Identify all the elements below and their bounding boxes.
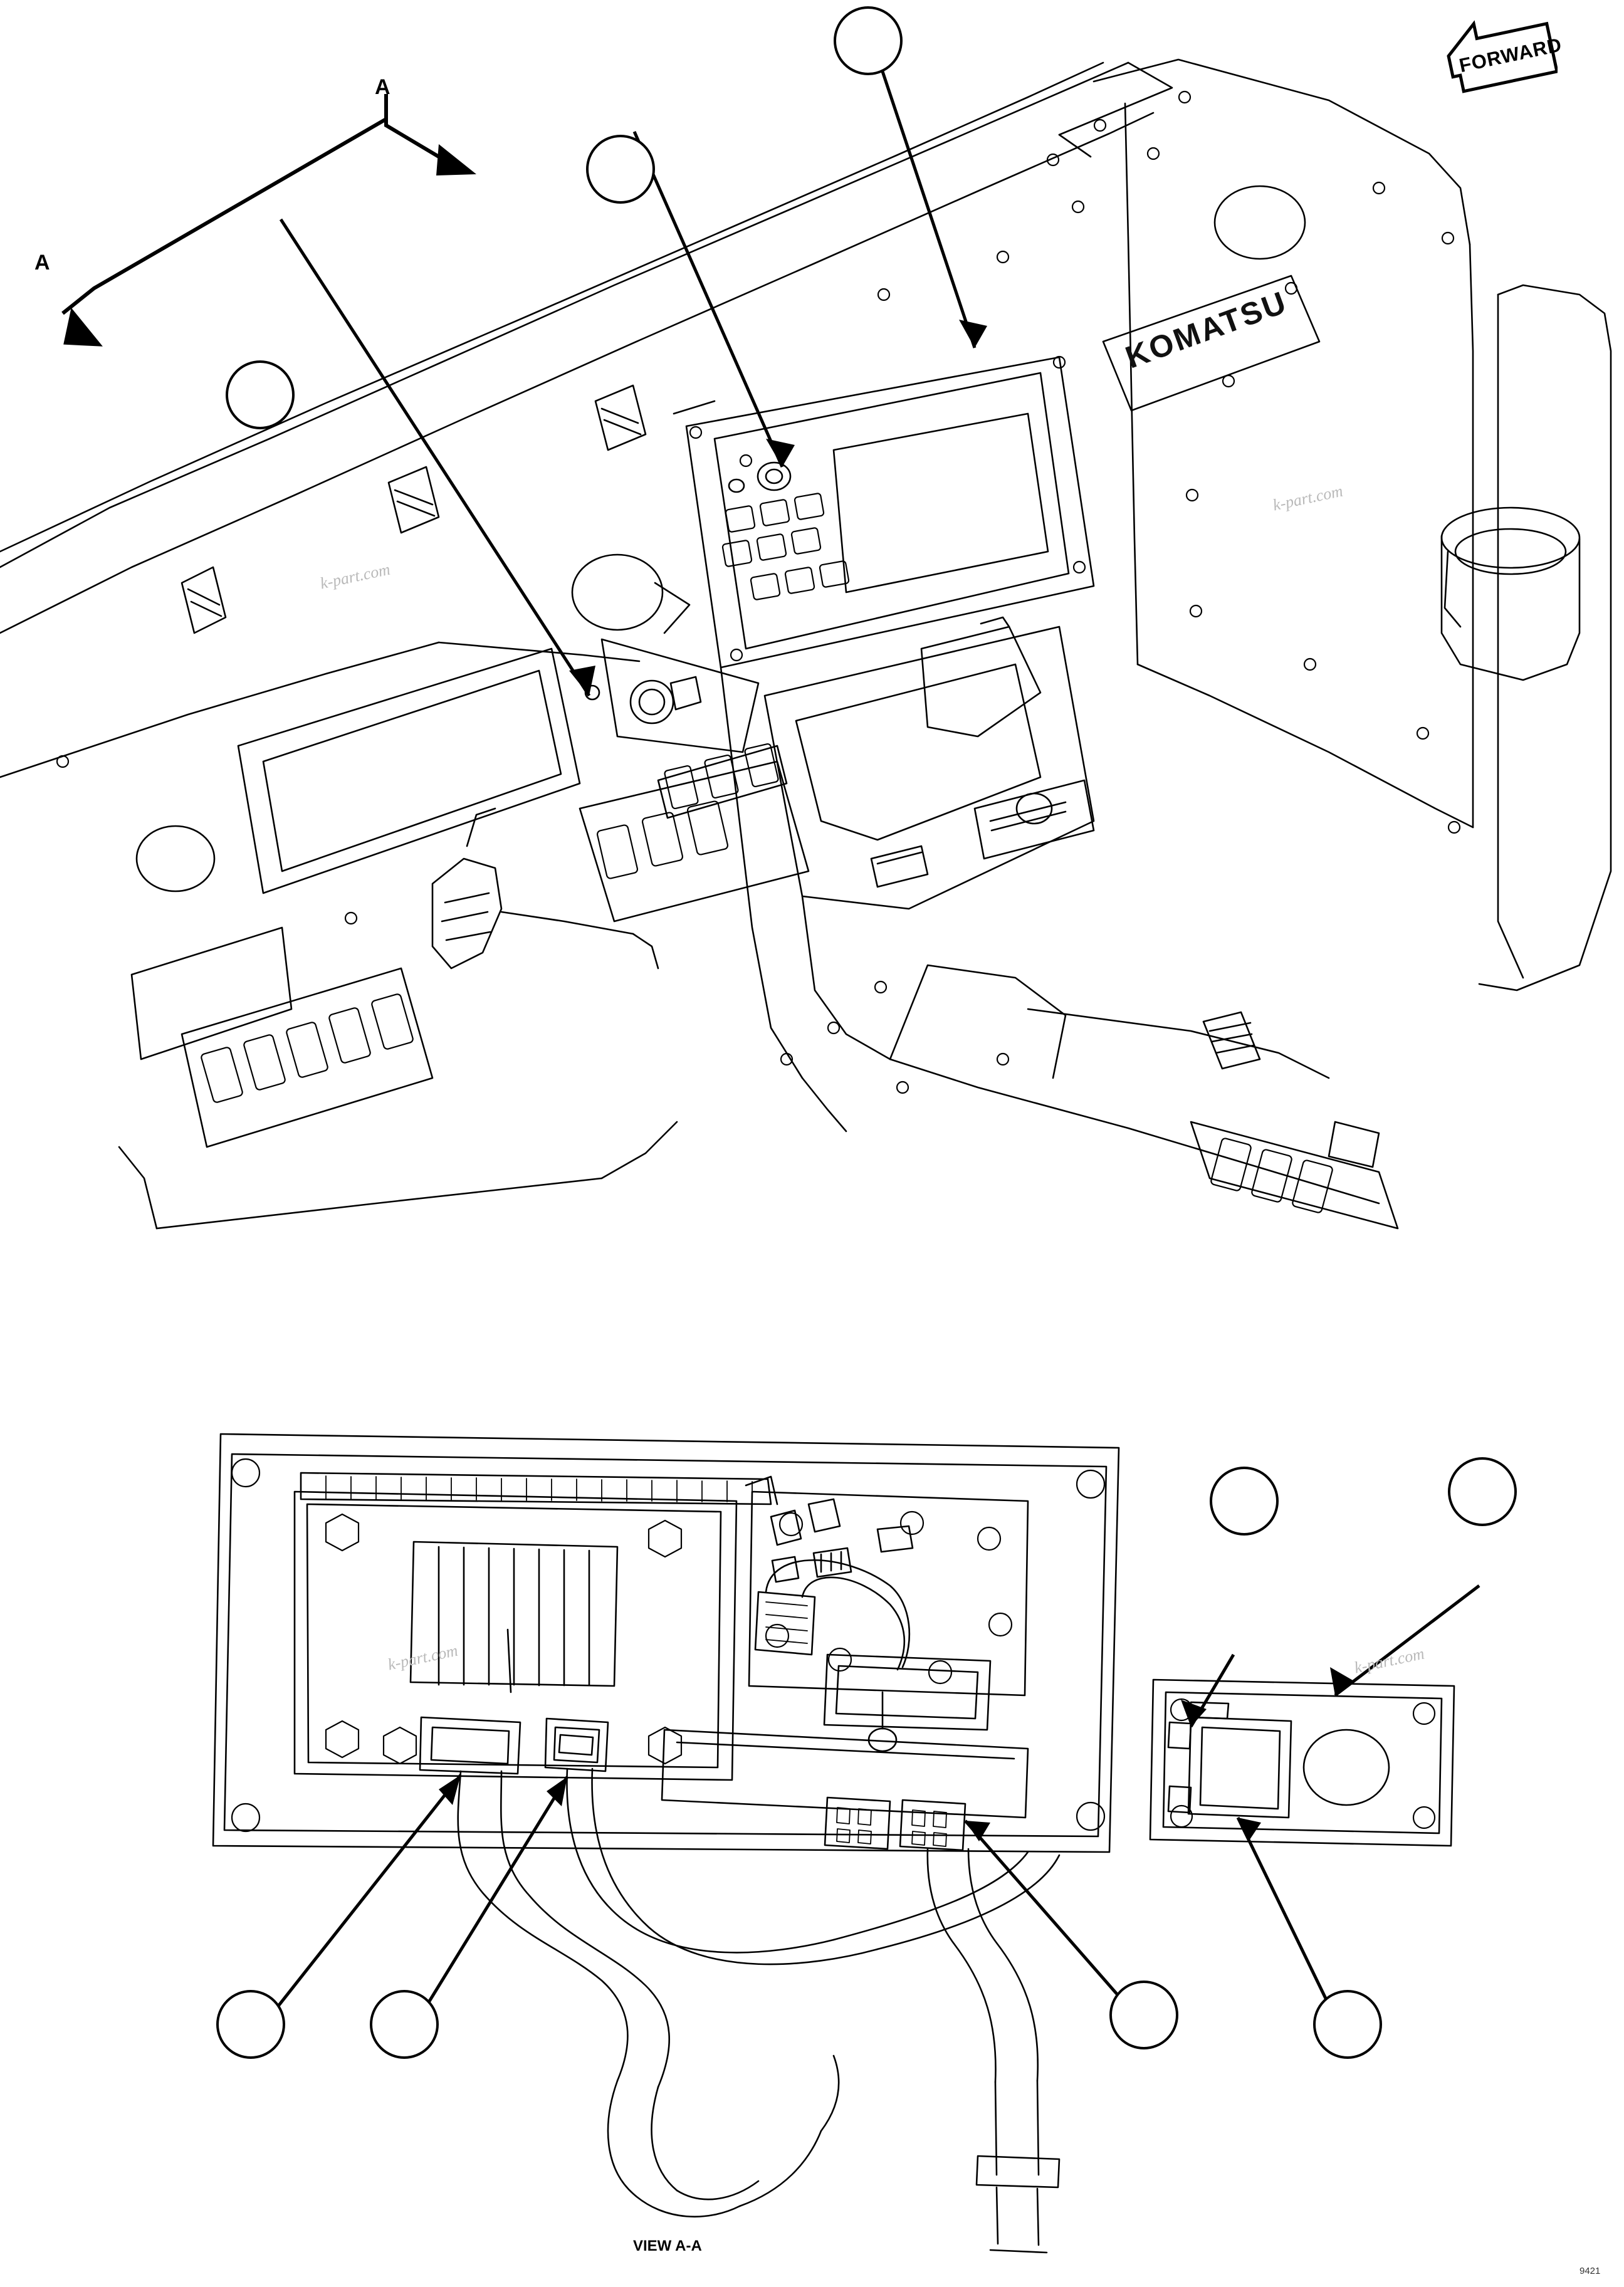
watermark-1: k-part.com bbox=[318, 560, 392, 593]
callout-bubble-3[interactable] bbox=[226, 360, 295, 429]
section-label-a-left: A bbox=[34, 251, 51, 275]
page-code: 9421 bbox=[1579, 2266, 1601, 2276]
callout-bubble-5[interactable] bbox=[1448, 1457, 1517, 1526]
callout-bubble-9[interactable] bbox=[1313, 1990, 1382, 2059]
callout-bubble-8[interactable] bbox=[1109, 1981, 1178, 2049]
view-caption: VIEW A-A bbox=[633, 2237, 702, 2254]
watermark-4: k-part.com bbox=[1353, 1644, 1427, 1677]
komatsu-logo-label: KOMATSU bbox=[1121, 284, 1292, 375]
callout-bubble-2[interactable] bbox=[586, 135, 655, 204]
callout-bubble-4[interactable] bbox=[1210, 1467, 1279, 1536]
forward-label: FORWARD bbox=[1457, 33, 1564, 77]
section-label-a-top: A bbox=[375, 75, 391, 99]
watermark-3: k-part.com bbox=[386, 1641, 460, 1674]
watermark-2: k-part.com bbox=[1271, 481, 1345, 515]
callout-bubble-6[interactable] bbox=[216, 1990, 285, 2059]
callout-bubble-1[interactable] bbox=[834, 6, 903, 75]
callout-bubble-7[interactable] bbox=[370, 1990, 439, 2059]
